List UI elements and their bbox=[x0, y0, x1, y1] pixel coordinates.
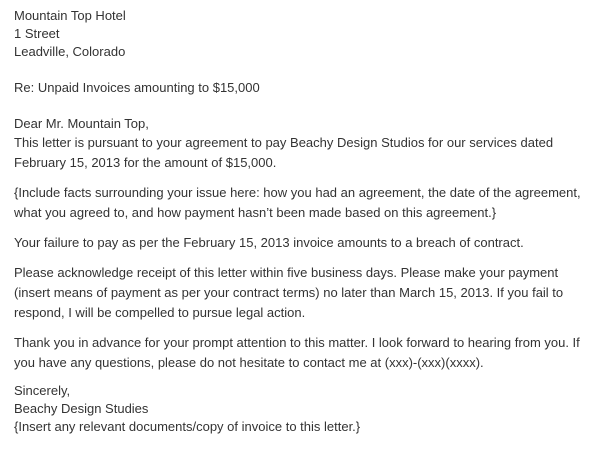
salutation bbox=[14, 115, 589, 133]
paragraph-agreement bbox=[14, 133, 589, 173]
paragraph-line: {Include facts surrounding your issue here: how you had an agreement, the date of the agreement, bbox=[14, 185, 581, 200]
recipient-city: Leadville, Colorado bbox=[14, 44, 126, 59]
paragraph-payment-request bbox=[14, 263, 589, 323]
sender-name: Beachy Design Studies bbox=[14, 401, 149, 416]
paragraph-line: Thank you in advance for your prompt attention to this matter. I look forward to hearing from you. If bbox=[14, 335, 580, 350]
recipient-street: 1 Street bbox=[14, 26, 60, 41]
paragraph-line: This letter is pursuant to your agreement to pay Beachy Design Studios for our services dated bbox=[14, 135, 554, 150]
salutation-text: Dear Mr. Mountain Top, bbox=[14, 116, 149, 131]
paragraph-line: Please acknowledge receipt of this letter within five business days. Please make your payment bbox=[14, 265, 559, 280]
paragraph-line: respond, I will be compelled to pursue legal action. bbox=[14, 305, 306, 320]
paragraph-line: Your failure to pay as per the February 15, 2013 invoice amounts to a breach of contract. bbox=[14, 235, 524, 250]
valediction: Sincerely, bbox=[14, 383, 71, 398]
paragraph-line: what you agreed to, and how payment hasn’t been made based on this agreement.} bbox=[14, 205, 497, 220]
subject-line bbox=[14, 79, 589, 97]
paragraph-line: (insert means of payment as per your contract terms) no later than March 15, 2013. If you fail to bbox=[14, 285, 564, 300]
paragraph-breach bbox=[14, 233, 589, 253]
recipient-address bbox=[14, 7, 589, 61]
paragraph-thank-you bbox=[14, 333, 589, 373]
subject-text: Re: Unpaid Invoices amounting to $15,000 bbox=[14, 80, 260, 95]
closing bbox=[14, 382, 589, 436]
paragraph-line: you have any questions, please do not hesitate to contact me at (xxx)-(xxx)(xxxx). bbox=[14, 355, 484, 370]
enclosure-note: {Insert any relevant documents/copy of invoice to this letter.} bbox=[14, 419, 361, 434]
recipient-name: Mountain Top Hotel bbox=[14, 8, 126, 23]
paragraph-line: February 15, 2013 for the amount of $15,000. bbox=[14, 155, 277, 170]
paragraph-facts bbox=[14, 183, 589, 223]
